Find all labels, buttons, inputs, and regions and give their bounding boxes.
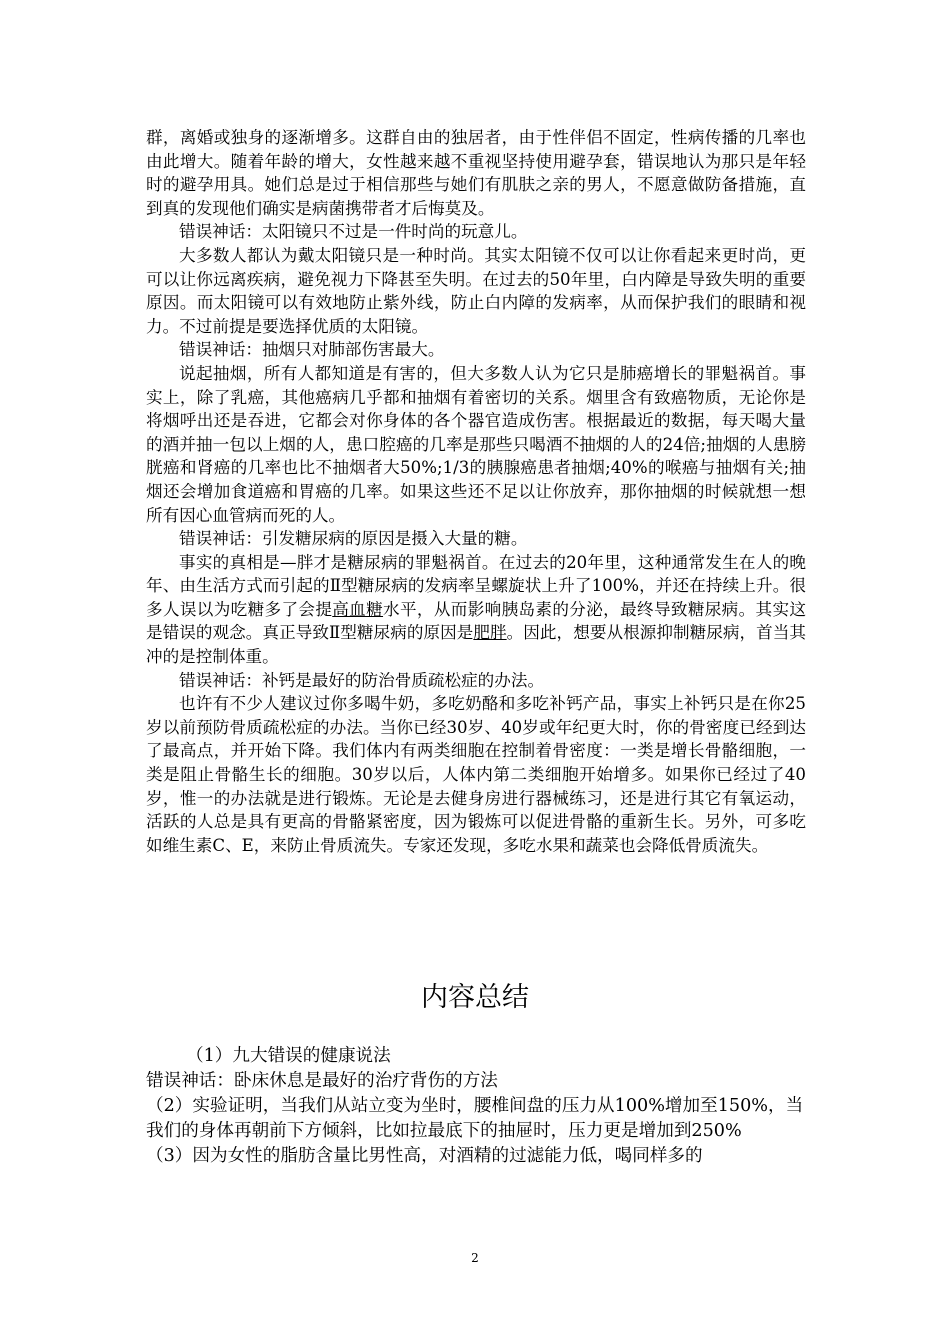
paragraph: 大多数人都认为戴太阳镜只是一种时尚。其实太阳镜不仅可以让你看起来更时尚，更可以让你远离疾病，避免视力下降甚至失明。在过去的50年里，白内障是导致失明的重要原因。而太阳镜可以有效地防止紫外线，防止白内障的发病率，从而保护我们的眼睛和视力。不过前提是要选择优质的太阳镜。 xyxy=(146,245,806,336)
summary-title: 内容总结 xyxy=(421,982,529,1013)
underlined-term-high-blood-sugar: 高血糖 xyxy=(332,599,384,619)
paragraph xyxy=(146,551,806,669)
myth-heading: 错误神话：补钙是最好的防治骨质疏松症的办法。 xyxy=(179,670,545,690)
paragraph: 说起抽烟，所有人都知道是有害的，但大多数人认为它只是肺癌增长的罪魁祸首。事实上，除了乳癌，其他癌病几乎都和抽烟有着密切的关系。烟里含有致癌物质，无论你是将烟呼出还是吞进，它都会对你身体的各个器官造成伤害。根据最近的数据，每天喝大量的酒并抽一包以上烟的人，患口腔癌的几率是那些只喝酒不抽烟的人的24倍;抽烟的人患膀胱癌和肾癌的几率也比不抽烟者大50%;1/3的胰腺癌患者抽烟;40%的喉癌与抽烟有关;抽烟还会增加食道癌和胃癌的几率。如果这些还不足以让你放弃，那你抽烟的时候就想一想所有因心血管病而死的人。 xyxy=(146,363,806,525)
paragraph: 也许有不少人建议过你多喝牛奶，多吃奶酪和多吃补钙产品，事实上补钙只是在你25岁以前预防骨质疏松症的办法。当你已经30岁、40岁或年纪更大时，你的骨密度已经到达了最高点，并开始下降。我们体内有两类细胞在控制着骨密度：一类是增长骨骼细胞，一类是阻止骨骼生长的细胞。30岁以后，人体内第二类细胞开始增多。如果你已经过了40岁，惟一的办法就是进行锻炼。无论是去健身房进行器械练习，还是进行其它有氧运动，活跃的人总是具有更高的骨骼紧密度，因为锻炼可以促进骨骼的重新生长。另外，可多吃如维生素C、E，来防止骨质流失。专家还发现，多吃水果和蔬菜也会降低骨质流失。 xyxy=(146,694,806,855)
summary-item: 错误神话：卧床休息是最好的治疗背伤的方法 xyxy=(146,1071,498,1091)
text-run: 水平，从而影响胰岛素的分泌，最终导致糖尿病。其实这是错误的观念。真正导致Ⅱ型糖尿病的原因是 xyxy=(146,599,807,643)
article-body xyxy=(146,126,806,857)
text-run: 事实的真相是—胖才是糖尿病的罪魁祸首。在过去的20年里，这种通常发生在人的晚年、由生活方式而引起的Ⅱ型糖尿病的发病率呈螺旋状上升了100%，并还在持续上升。很多人误以为吃糖多了会提 xyxy=(146,552,806,619)
summary-item: （1）九大错误的健康说法 xyxy=(186,1046,391,1066)
page-number: 2 xyxy=(471,1251,479,1265)
summary-item: （3）因为女性的脂肪含量比男性高，对酒精的过滤能力低，喝同样多的 xyxy=(146,1146,703,1166)
summary-item: （2）实验证明，当我们从站立变为坐时，腰椎间盘的压力从100%增加至150%，当我们的身体再朝前下方倾斜，比如拉最底下的抽屉时，压力更是增加到250% xyxy=(146,1096,804,1141)
text-run: 。因此，想要从根源抑制糖尿病，首当其冲的是控制体重。 xyxy=(146,623,807,667)
paragraph: 群，离婚或独身的逐渐增多。这群自由的独居者，由于性伴侣不固定，性病传播的几率也由此增大。随着年龄的增大，女性越来越不重视坚持使用避孕套，错误地认为那只是年轻时的避孕用具。她们总是过于相信那些与她们有肌肤之亲的男人，不愿意做防备措施，直到真的发现他们确实是病菌携带者才后悔莫及。 xyxy=(146,128,806,218)
myth-heading: 错误神话：太阳镜只不过是一件时尚的玩意儿。 xyxy=(179,222,528,242)
underlined-term-obesity: 肥胖 xyxy=(473,623,507,643)
myth-heading: 错误神话：抽烟只对肺部伤害最大。 xyxy=(179,340,445,360)
summary-list xyxy=(146,1044,806,1169)
myth-heading: 错误神话：引发糖尿病的原因是摄入大量的糖。 xyxy=(179,529,528,549)
